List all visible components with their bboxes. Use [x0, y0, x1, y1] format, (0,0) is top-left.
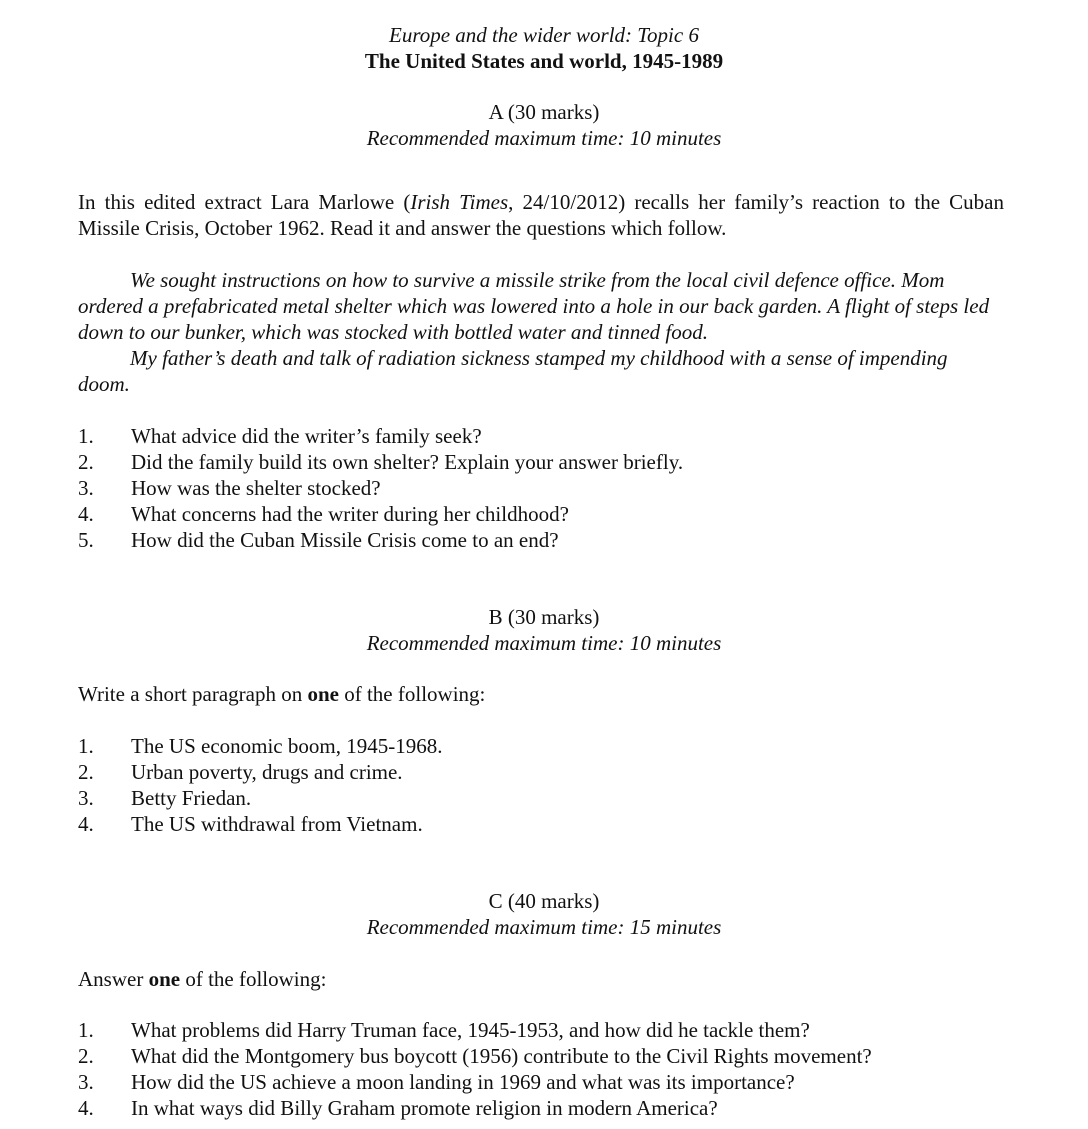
instruction-text-after: of the following:	[338, 682, 486, 706]
list-item	[78, 501, 1004, 527]
item-number: 2.	[78, 1044, 94, 1068]
item-number: 5.	[78, 528, 94, 552]
item-text: How did the Cuban Missile Crisis come to an end?	[131, 528, 559, 552]
item-text: What advice did the writer’s family seek?	[131, 424, 482, 448]
extract-paragraph-2: My father’s death and talk of radiation sickness stamped my childhood with a sense of impending doom.	[78, 346, 948, 396]
page-title: The United States and world, 1945-1989	[364, 49, 724, 73]
list-item	[78, 1095, 1004, 1121]
extract-quote	[78, 267, 1004, 397]
list-item	[78, 1017, 1004, 1043]
instruction-text-after: of the following:	[180, 967, 327, 991]
item-number: 1.	[78, 1018, 94, 1042]
item-text: The US economic boom, 1945-1968.	[131, 734, 443, 758]
list-item	[78, 475, 1004, 501]
topic-subtitle: Europe and the wider world: Topic 6	[389, 23, 699, 47]
intro-source: Irish Times	[410, 190, 509, 214]
list-item	[78, 423, 1004, 449]
item-text: How was the shelter stocked?	[131, 476, 381, 500]
section-a-intro	[78, 189, 1004, 241]
list-item	[78, 759, 1004, 785]
item-text: Urban poverty, drugs and crime.	[131, 760, 403, 784]
section-a-heading: A (30 marks)	[488, 100, 600, 124]
list-item	[78, 733, 1004, 759]
item-text: What concerns had the writer during her childhood?	[131, 502, 569, 526]
instruction-text-before: Answer	[78, 967, 149, 991]
item-number: 1.	[78, 424, 94, 448]
item-number: 1.	[78, 734, 94, 758]
item-number: 3.	[78, 786, 94, 810]
section-c-heading: C (40 marks)	[488, 889, 600, 913]
item-text: What did the Montgomery bus boycott (1956) contribute to the Civil Rights movement?	[131, 1044, 872, 1068]
section-c-instruction	[78, 966, 1004, 992]
section-b-options	[78, 733, 1004, 837]
item-text: Did the family build its own shelter? Explain your answer briefly.	[131, 450, 684, 474]
item-text: The US withdrawal from Vietnam.	[131, 812, 423, 836]
item-text: How did the US achieve a moon landing in 1969 and what was its importance?	[131, 1070, 795, 1094]
item-text: In what ways did Billy Graham promote religion in modern America?	[131, 1096, 718, 1120]
instruction-text-before: Write a short paragraph on	[78, 682, 308, 706]
extract-paragraph-1: We sought instructions on how to survive a missile strike from the local civil defence office. Mom ordered a prefabricated metal shelter which was lowered into a hole in our back garden. A flight of steps led down to our bunker, which was stocked with bottled water and tinned food.	[78, 268, 990, 344]
section-b-heading: B (30 marks)	[488, 605, 600, 629]
section-b-instruction	[78, 681, 1004, 707]
section-c-time: Recommended maximum time: 15 minutes	[366, 915, 722, 939]
section-c-options	[78, 1017, 1004, 1121]
list-item	[78, 1043, 1004, 1069]
item-number: 3.	[78, 476, 94, 500]
item-text: Betty Friedan.	[131, 786, 252, 810]
section-a-time: Recommended maximum time: 10 minutes	[366, 126, 722, 150]
item-number: 4.	[78, 812, 94, 836]
item-text: What problems did Harry Truman face, 1945-1953, and how did he tackle them?	[131, 1018, 810, 1042]
instruction-emphasis: one	[307, 682, 339, 706]
item-number: 3.	[78, 1070, 94, 1094]
list-item	[78, 785, 1004, 811]
list-item	[78, 527, 1004, 553]
item-number: 2.	[78, 760, 94, 784]
list-item	[78, 811, 1004, 837]
section-b-time: Recommended maximum time: 10 minutes	[366, 631, 722, 655]
item-number: 4.	[78, 1096, 94, 1120]
instruction-emphasis: one	[148, 967, 181, 991]
item-number: 2.	[78, 450, 94, 474]
intro-text-after: , 24/10/2012) recalls her family’s reaction to the Cuban Missile Crisis, October 1962. Read it and answer the questions which follow.	[78, 190, 1004, 240]
list-item	[78, 449, 1004, 475]
list-item	[78, 1069, 1004, 1095]
intro-text-before: In this edited extract Lara Marlowe (	[78, 190, 411, 214]
section-a-questions	[78, 423, 1004, 553]
item-number: 4.	[78, 502, 94, 526]
